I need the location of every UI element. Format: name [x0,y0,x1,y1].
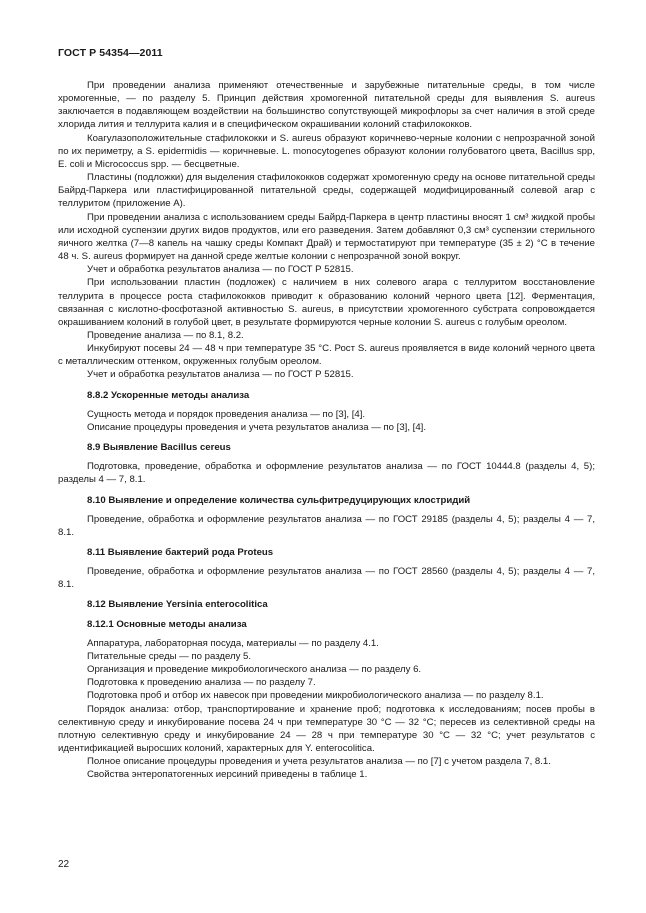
paragraph: Проведение, обработка и оформление результатов анализа — по ГОСТ 29185 (разделы 4, 5); разделы 4 — 7, 8.1. [58,513,595,538]
paragraph: Проведение анализа — по 8.1, 8.2. [87,329,244,341]
section-heading: 8.12 Выявление Yersinia enterocolitica [87,599,268,611]
paragraph: Описание процедуры проведения и учета результатов анализа — по [3], [4]. [87,421,427,433]
page-number: 22 [58,859,70,870]
paragraph: Учет и обработка результатов анализа — по ГОСТ Р 52815. [87,369,354,381]
paragraph: При использовании пластин (подложек) с наличием в них солевого агара с теллуритом восстановление теллурита в процессе роста стафилококков приводит к образованию колоний черного цвета [12]. Ферментация, связанная с кислотно-фосфотазной активностью S. aureus, в присутствии хромогенного субстрата сопровождается окрашиванием колоний в голубой цвет, в результате формируются черные колонии S. aureus с голубым ореолом. [58,277,595,328]
section-heading: 8.12.1 Основные методы анализа [87,618,247,630]
paragraph: Организация и проведение микробиологического анализа — по разделу 6. [87,664,422,676]
section-heading: 8.11 Выявление бактерий рода Proteus [87,547,274,558]
paragraph: При проведении анализа применяют отечественные и зарубежные питательные среды, в том числе хромогенные, — по разделу 5. Принцип действия хромогенной питательной среды для выявления S. aureus заключается в подавляющем воздействии на большинство сопутствующей микрофлоры за счет наличия в этой среде хлорида лития и теллурита калия и в специфическом окрашивании колоний стафилококков. [58,80,595,131]
page-content [58,79,595,782]
paragraph: При проведении анализа с использованием среды Байрд-Паркера в центр пластины вносят 1 см³ жидкой пробы или исходной суспензии других видов продуктов, или его разведения. Затем добавляют 0,3 см³ суспензии стерильного яичного желтка (7—8 капель на чашку среды Компакт Драй) и термостатируют при температуре (35 ± 2) °С в течение 48 ч. S. aureus формирует на данной среде желтые колонии с непрозрачной зоной вокруг. [58,211,595,263]
paragraph: Подготовка к проведению анализа — по разделу 7. [87,677,316,689]
paragraph: Инкубируют посевы 24 — 48 ч при температуре 35 °С. Рост S. aureus проявляется в виде колоний черного цвета с металлическим оттенком, окруженных голубым ореолом. [58,343,595,368]
paragraph: Пластины (подложки) для выделения стафилококков содержат хромогенную среду на основе питательной среды Байрд-Паркера или пластифицированной питательной среды, содержащей модифицированный солевой агар с теллуритом (приложение А). [58,172,596,210]
paragraph: Порядок анализа: отбор, транспортирование и хранение проб; подготовка к исследованиям; посев пробы в селективную среду и инкубирование посева 24 ч при температуре 30 °С — 32 °С; пересев из селективной среды на плотную селективную среду и инкубирование 24 — 28 ч при температуре 30 °С — 32 °С; учет результатов с идентификацией выросших колоний, характерных для Y. enterocolitica. [58,703,595,755]
paragraph: Полное описание процедуры проведения и учета результатов анализа — по [7] с учетом раздела 7, 8.1. [87,756,551,768]
section-heading: 8.10 Выявление и определение количества сульфитредуцирующих клостридий [87,494,471,506]
paragraph: Подготовка проб и отбор их навесок при проведении микробиологического анализа — по разделу 8.1. [87,690,544,702]
paragraph: Проведение, обработка и оформление результатов анализа — по ГОСТ 28560 (разделы 4, 5); разделы 4 — 7, 8.1. [58,566,595,591]
paragraph: Коагулазоположительные стафилококки и S. aureus образуют коричнево-черные колонии с непрозрачной зоной по их периметру, а S. epidermidis — коричневые. L. monocytogenes образуют колонии голубоватого цвета, Bacillus spp, E. coli и Micrococcus spp. — бесцветные. [58,132,595,170]
paragraph: Подготовка, проведение, обработка и оформление результатов анализа — по ГОСТ 10444.8 (разделы 4, 5); разделы 4 — 7, 8.1. [58,461,595,486]
paragraph: Учет и обработка результатов анализа — по ГОСТ Р 52815. [87,264,354,276]
standard-header: ГОСТ Р 54354—2011 [58,47,163,59]
paragraph: Свойства энтеропатогенных иерсиний приведены в таблице 1. [87,769,368,781]
section-heading: 8.8.2 Ускоренные методы анализа [87,389,250,401]
section-heading: 8.9 Выявление Bacillus cereus [87,442,231,454]
paragraph: Сущность метода и порядок проведения анализа — по [3], [4]. [87,408,366,420]
paragraph: Питательные среды — по разделу 5. [87,650,252,662]
paragraph: Аппаратура, лабораторная посуда, материалы — по разделу 4.1. [87,637,379,649]
